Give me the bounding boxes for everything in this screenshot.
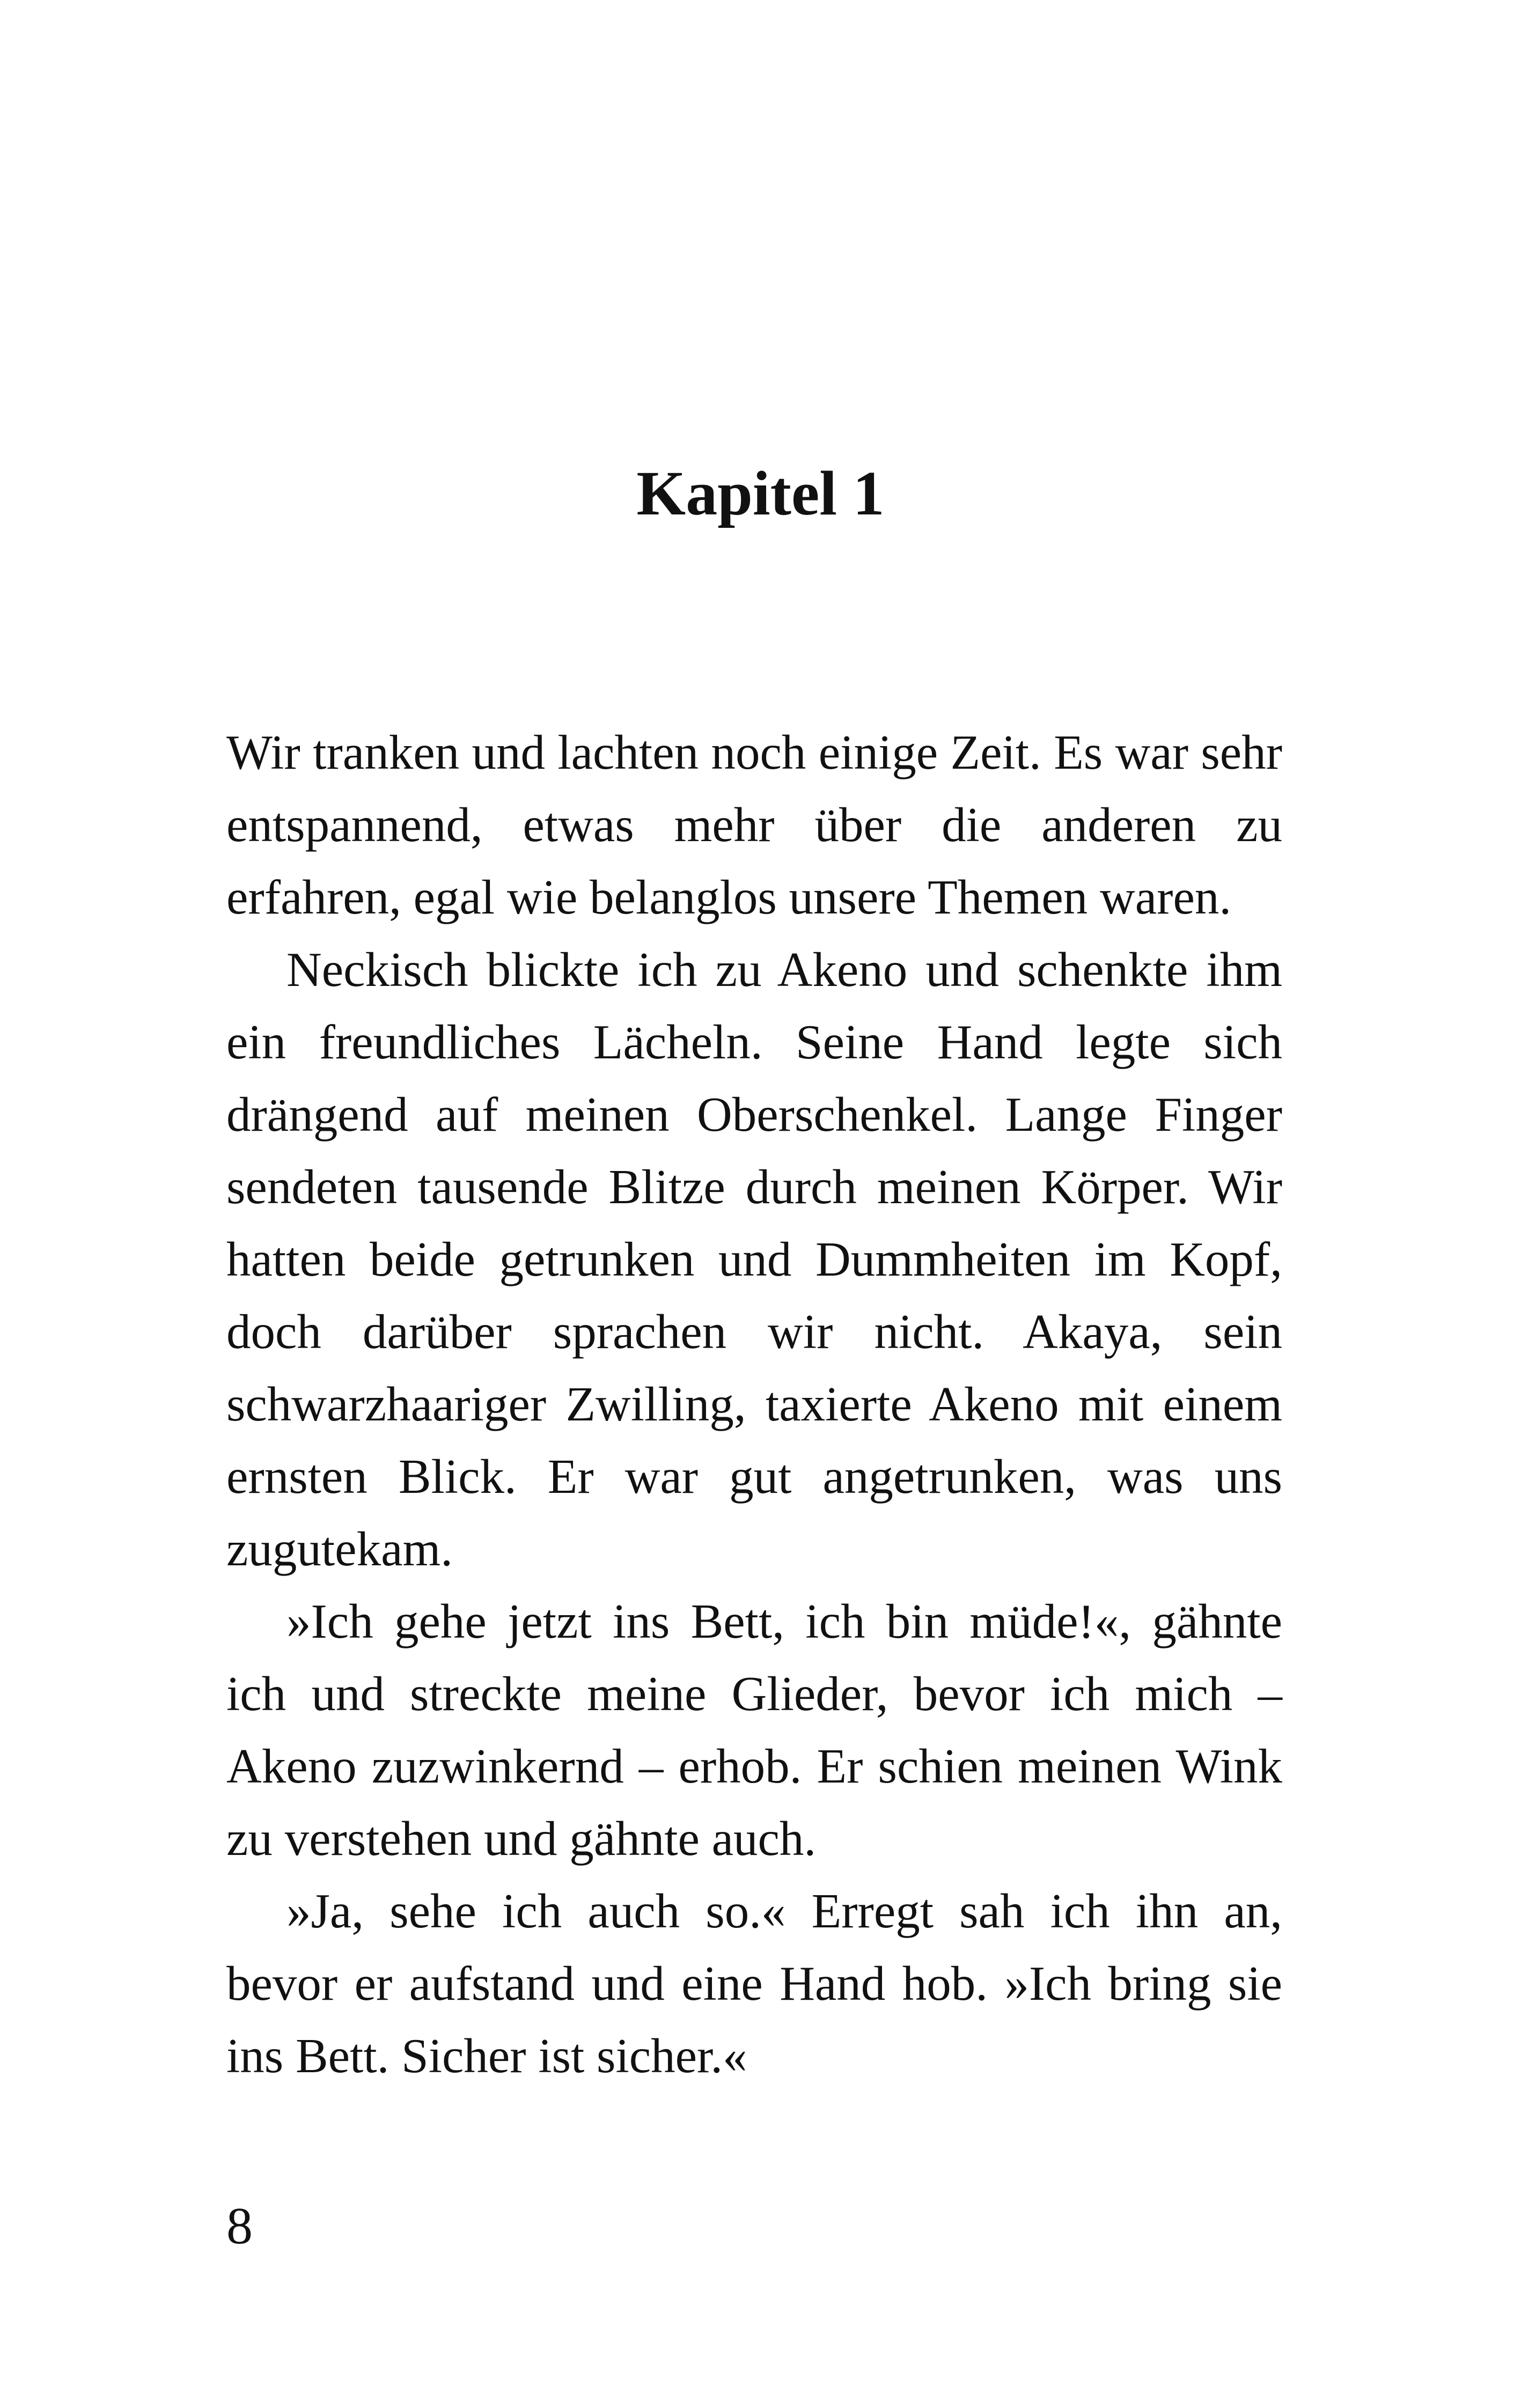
body-text <box>226 716 1282 2092</box>
paragraph-1: Wir tranken und lachten noch einige Zeit. Es war sehr entspannend, etwas mehr über die anderen zu erfahren, egal wie belanglos unsere Themen waren. <box>226 725 1282 924</box>
page-number: 8 <box>226 2197 253 2255</box>
paragraph-2: Neckisch blickte ich zu Akeno und schenkte ihm ein freundliches Lächeln. Seine Hand legte sich drängend auf meinen Oberschenkel. Lange Finger sendeten tausende Blitze durch meinen Körper. Wir hatten beide getrunken und Dummheiten im Kopf, doch darüber sprachen wir nicht. Akaya, sein schwarzhaariger Zwilling, taxierte Akeno mit einem ernsten Blick. Er war gut angetrunken, was uns zugutekam. <box>226 942 1282 1576</box>
paragraph-3: »Ich gehe jetzt ins Bett, ich bin müde!«, gähnte ich und streckte meine Glieder, bevor ich mich – Akeno zuzwinkernd – erhob. Er schien meinen Wink zu verstehen und gähnte auch. <box>226 1594 1282 1866</box>
paragraph-4: »Ja, sehe ich auch so.« Erregt sah ich ihn an, bevor er aufstand und eine Hand hob. »Ich bring sie ins Bett. Sicher ist sicher.« <box>226 1884 1282 2083</box>
chapter-title: Kapitel 1 <box>636 458 885 528</box>
